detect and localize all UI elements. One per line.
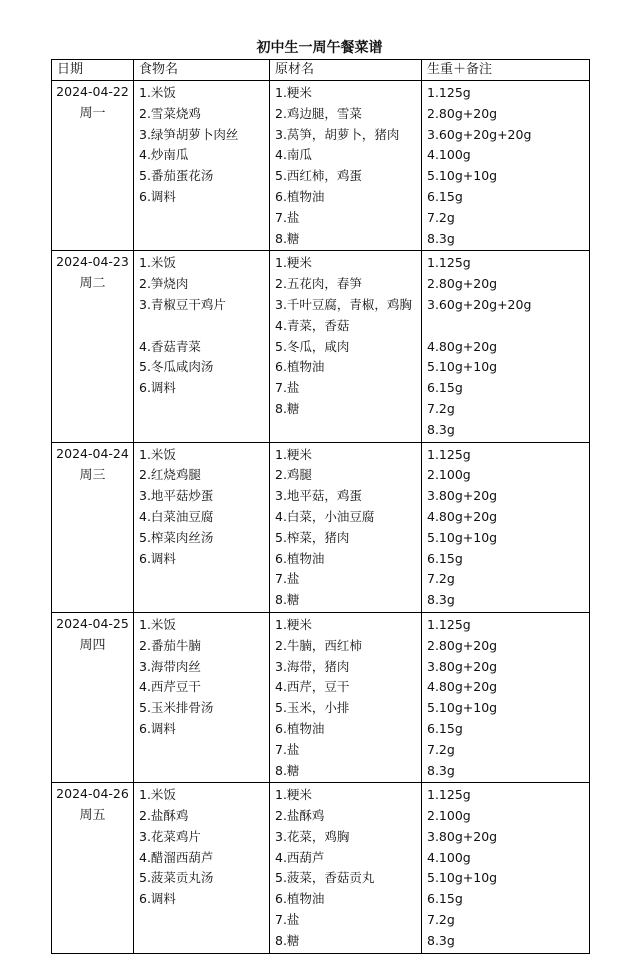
food-item: 6.调料 (139, 188, 176, 204)
weight-item: 2.80g+20g (427, 637, 498, 653)
weight-item: 1.125g (427, 255, 471, 271)
raw-item: 4.西芹，豆干 (275, 679, 350, 695)
weight-item: 5.10g+10g (427, 870, 498, 886)
raw-item: 1.粳米 (275, 446, 312, 462)
day-row (52, 251, 590, 442)
weekday-text: 周五 (79, 808, 106, 824)
raw-item: 3.花菜，鸡胸 (275, 828, 350, 844)
raw-item: 4.青菜，香菇 (275, 317, 350, 333)
raw-item: 8.糖 (275, 932, 300, 948)
weight-item: 6.15g (427, 891, 463, 907)
day-row (52, 81, 590, 251)
food-item: 6.调料 (139, 720, 176, 736)
raw-item: 7.盐 (275, 741, 300, 757)
weight-item: 4.80g+20g (427, 679, 498, 695)
weight-item: 5.10g+10g (427, 700, 498, 716)
food-cell (134, 612, 270, 782)
food-item: 1.米饭 (139, 255, 176, 271)
weight-item: 8.3g (427, 230, 455, 246)
raw-item: 3.海带，猪肉 (275, 658, 350, 674)
raw-item: 3.地平菇，鸡蛋 (275, 488, 362, 504)
weight-item: 5.10g+10g (427, 168, 498, 184)
raw-item: 6.植物油 (275, 188, 325, 204)
food-item: 2.笋烧肉 (139, 276, 189, 292)
food-item: 4.西芹豆干 (139, 679, 201, 695)
weight-item: 1.125g (427, 446, 471, 462)
food-item: 5.番茄蛋花汤 (139, 168, 214, 184)
weight-item: 1.125g (427, 85, 471, 100)
raw-item: 6.植物油 (275, 891, 325, 907)
raw-item: 3.千叶豆腐，青椒，鸡胸 (275, 296, 412, 312)
weekday-text: 周二 (79, 276, 106, 292)
weight-item: 7.2g (427, 209, 455, 225)
weight-item: 2.80g+20g (427, 105, 498, 121)
raw-item: 6.植物油 (275, 359, 325, 375)
menu-body (52, 81, 590, 954)
weight-item: 7.2g (427, 741, 455, 757)
food-item: 3.绿笋胡萝卜肉丝 (139, 126, 239, 142)
menu-table (51, 59, 590, 954)
weight-item: 8.3g (427, 762, 455, 778)
raw-item: 2.鸡腿 (275, 467, 312, 483)
header-food: 食物名 (134, 60, 270, 81)
food-item: 2.盐酥鸡 (139, 808, 189, 824)
food-item: 1.米饭 (139, 616, 176, 632)
weight-item: 1.125g (427, 787, 471, 803)
weight-item: 8.3g (427, 421, 455, 437)
date-cell (52, 612, 134, 782)
raw-cell (270, 442, 422, 612)
raw-item: 1.粳米 (275, 255, 312, 271)
day-row (52, 442, 590, 612)
date-text: 2024-04-26 (56, 786, 129, 802)
weekday-text: 周一 (79, 106, 106, 121)
weight-item: 8.3g (427, 932, 455, 948)
raw-item: 6.植物油 (275, 720, 325, 736)
raw-item: 6.植物油 (275, 550, 325, 566)
weight-item: 2.80g+20g (427, 276, 498, 292)
raw-item: 5.榨菜，猪肉 (275, 529, 350, 545)
weight-item: 4.100g (427, 849, 471, 865)
weight-item: 3.80g+20g (427, 828, 498, 844)
weekday-text: 周四 (79, 637, 106, 653)
date-cell (52, 442, 134, 612)
header-weight: 生重＋备注 (422, 60, 590, 81)
food-item: 4.香菇青菜 (139, 338, 201, 354)
weight-cell (422, 81, 590, 251)
date-text: 2024-04-25 (56, 615, 129, 631)
food-item: 3.海带肉丝 (139, 658, 201, 674)
raw-item: 4.白菜，小油豆腐 (275, 508, 375, 524)
food-cell (134, 783, 270, 953)
food-item: 6.调料 (139, 891, 176, 907)
weight-item: 4.100g (427, 147, 471, 163)
raw-item: 2.五花肉，春笋 (275, 276, 362, 292)
raw-item: 2.牛腩，西红柿 (275, 637, 362, 653)
raw-item: 7.盐 (275, 571, 300, 587)
food-item: 3.青椒豆干鸡片 (139, 296, 226, 312)
weight-item: 3.80g+20g (427, 488, 498, 504)
raw-item: 1.粳米 (275, 787, 312, 803)
raw-cell (270, 251, 422, 442)
date-cell (52, 81, 134, 251)
food-item: 2.雪菜烧鸡 (139, 105, 201, 121)
raw-cell (270, 612, 422, 782)
weight-item: 3.60g+20g+20g (427, 126, 532, 142)
weight-item: 7.2g (427, 400, 455, 416)
raw-item: 5.菠菜，香菇贡丸 (275, 870, 375, 886)
raw-item: 5.玉米，小排 (275, 700, 350, 716)
raw-cell (270, 783, 422, 953)
weight-item: 8.3g (427, 592, 455, 608)
weight-item: 5.10g+10g (427, 359, 498, 375)
raw-item: 7.盐 (275, 912, 300, 928)
food-item: 2.番茄牛腩 (139, 637, 201, 653)
food-item: 3.地平菇炒蛋 (139, 488, 214, 504)
raw-item: 8.糖 (275, 230, 300, 246)
page-title: 初中生一周午餐菜谱 (256, 40, 383, 56)
food-item: 5.冬瓜咸肉汤 (139, 359, 214, 375)
weight-item: 5.10g+10g (427, 529, 498, 545)
weight-item: 3.60g+20g+20g (427, 296, 532, 312)
raw-item: 8.糖 (275, 762, 300, 778)
food-cell (134, 81, 270, 251)
food-item: 6.调料 (139, 380, 176, 396)
date-text: 2024-04-24 (56, 445, 129, 461)
food-item: 3.花菜鸡片 (139, 828, 201, 844)
food-item (139, 316, 269, 337)
food-item: 4.炒南瓜 (139, 147, 189, 163)
weight-item: 7.2g (427, 912, 455, 928)
food-cell (134, 251, 270, 442)
food-item: 6.调料 (139, 550, 176, 566)
raw-item: 7.盐 (275, 209, 300, 225)
weight-item: 4.80g+20g (427, 508, 498, 524)
food-item: 5.玉米排骨汤 (139, 700, 214, 716)
raw-item: 4.西葫芦 (275, 849, 325, 865)
raw-item: 8.糖 (275, 400, 300, 416)
food-item: 5.榨菜肉丝汤 (139, 529, 214, 545)
weight-item: 6.15g (427, 380, 463, 396)
weight-item: 2.100g (427, 467, 471, 483)
raw-item: 8.糖 (275, 592, 300, 608)
raw-item: 1.粳米 (275, 85, 312, 100)
weight-item: 6.15g (427, 188, 463, 204)
raw-item: 5.西红柿，鸡蛋 (275, 168, 362, 184)
weight-item: 6.15g (427, 720, 463, 736)
weight-item: 4.80g+20g (427, 338, 498, 354)
weight-item: 7.2g (427, 571, 455, 587)
day-row (52, 783, 590, 953)
date-text: 2024-04-22 (56, 84, 129, 99)
food-item: 1.米饭 (139, 85, 176, 100)
food-item: 1.米饭 (139, 446, 176, 462)
weight-cell (422, 442, 590, 612)
food-item: 4.白菜油豆腐 (139, 508, 214, 524)
food-item: 5.菠菜贡丸汤 (139, 870, 214, 886)
raw-item: 2.盐酥鸡 (275, 808, 325, 824)
weight-cell (422, 251, 590, 442)
raw-item: 2.鸡边腿，雪菜 (275, 105, 362, 121)
header-row (52, 60, 590, 81)
weight-item (427, 316, 589, 337)
raw-item: 5.冬瓜，咸肉 (275, 338, 350, 354)
weight-item: 3.80g+20g (427, 658, 498, 674)
raw-item: 7.盐 (275, 380, 300, 396)
raw-item: 3.莴笋，胡萝卜，猪肉 (275, 126, 400, 142)
food-item: 4.醋溜西葫芦 (139, 849, 214, 865)
raw-item: 1.粳米 (275, 616, 312, 632)
food-item: 1.米饭 (139, 787, 176, 803)
date-text: 2024-04-23 (56, 254, 129, 270)
food-item: 2.红烧鸡腿 (139, 467, 201, 483)
weight-item: 2.100g (427, 808, 471, 824)
weekday-text: 周三 (79, 467, 106, 483)
date-cell (52, 251, 134, 442)
food-cell (134, 442, 270, 612)
day-row (52, 612, 590, 782)
raw-item: 4.南瓜 (275, 147, 312, 163)
raw-cell (270, 81, 422, 251)
header-date: 日期 (52, 60, 134, 81)
weight-item: 6.15g (427, 550, 463, 566)
weight-cell (422, 612, 590, 782)
date-cell (52, 783, 134, 953)
weight-cell (422, 783, 590, 953)
header-raw: 原材名 (270, 60, 422, 81)
weight-item: 1.125g (427, 616, 471, 632)
